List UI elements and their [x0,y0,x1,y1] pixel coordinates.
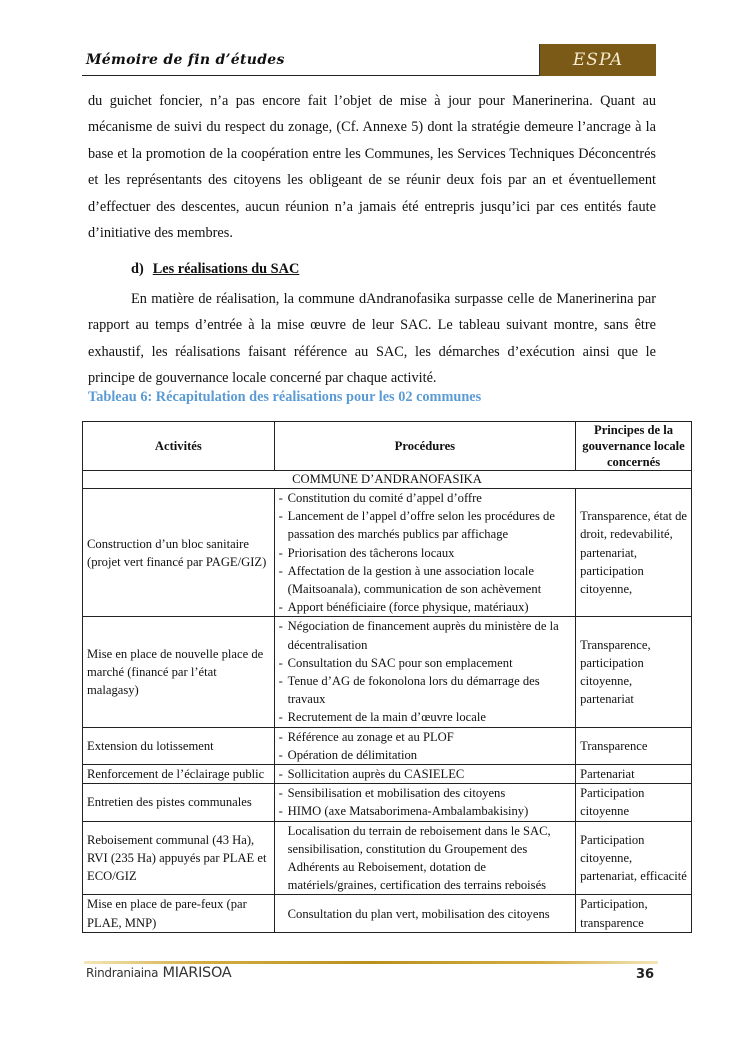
principles-cell: Participation, transparence [576,895,692,932]
page-header [82,44,656,76]
principles-cell: Transparence [576,727,692,764]
activity-cell: Mise en place de pare-feux (par PLAE, MNP) [83,895,275,932]
activity-cell: Reboisement communal (43 Ha), RVI (235 Ha) appuyés par PLAE et ECO/GIZ [83,821,275,895]
paragraph-intro [88,286,656,392]
procedure-item: - Lancement de l’appel d’offre selon les procédures de passation des marchés publics par affichage [279,507,571,543]
table-row [83,784,692,821]
procedures-cell [274,617,575,727]
table-row [83,895,692,932]
header-procedures: Procédures [274,422,575,471]
table-row [83,765,692,784]
procedure-text: Localisation du terrain de reboisement dans le SAC, sensibilisation, constitution du Groupement des Adhérents au Reboisement, dotation de matériels/graines, certification des terrains reboisés [287,823,551,893]
paragraph-text: du guichet foncier, n’a pas encore fait l’objet de mise à jour pour Manerinerina. Quant au mécanisme de suivi du respect du zonage, (Cf. Annexe 5) dont la stratégie demeure l’ancrage à la base et la promotion de la coopération entre les Communes, les Services Techniques Déconcentrés et les représentants des citoyens les obligeant de se réunir deux fois par an et éventuellement d’effectuer des descentes, aucun réunion n’a jamais été entrepris jusqu’ici par ces entités faute d’initiative des membres. [88,93,656,242]
section-title: Les réalisations du SAC [152,261,300,277]
procedure-item: - Sensibilisation et mobilisation des citoyens [279,784,571,802]
principles-cell: Participation citoyenne, partenariat, efficacité [576,821,692,895]
header-activities: Activités [83,422,275,471]
procedures-cell [274,821,575,895]
section-number: d) [131,261,144,277]
procedures-cell [274,784,575,821]
section-heading [131,261,299,278]
header-rule [82,75,540,76]
paragraph-continued [88,88,656,246]
header-title: Mémoire de fin d’études [86,52,285,68]
procedures-cell [274,765,575,784]
table-row [83,489,692,617]
principles-cell: Transparence, état de droit, redevabilité, partenariat, participation citoyenne, [576,489,692,617]
paragraph-text: En matière de réalisation, la commune dAndranofasika surpasse celle de Manerinerina par rapport au temps d’entrée à la mise œuvre de leur SAC. Le tableau suivant montre, sans être exhaustif, les réalisations faisant référence au SAC, les démarches d’exécution ainsi que le principe de gouvernance locale concerné par chaque activité. [88,291,656,387]
procedure-item: - Constitution du comité d’appel d’offre [279,489,571,507]
commune-label: COMMUNE D’ANDRANOFASIKA [83,471,692,489]
activity-cell: Mise en place de nouvelle place de marché (financé par l’état malagasy) [83,617,275,727]
principles-cell: Transparence, participation citoyenne, partenariat [576,617,692,727]
table-caption: Tableau 6: Récapitulation des réalisations pour les 02 communes [88,389,482,405]
procedure-item: - Affectation de la gestion à une association locale (Maitsoanala), communication de son achèvement [279,562,571,598]
table-header-row [83,422,692,471]
footer-rule [84,961,658,964]
procedure-item: - HIMO (axe Matsaborimena-Ambalambakisiny) [279,802,571,820]
commune-section-row [83,471,692,489]
procedure-item: - Apport bénéficiaire (force physique, matériaux) [279,598,571,616]
procedure-item: - Recrutement de la main d’œuvre locale [279,708,571,726]
procedure-item: - Opération de délimitation [279,746,571,764]
procedure-item: - Sollicitation auprès du CASIELEC [279,765,571,783]
procedures-cell [274,727,575,764]
procedure-item: - Consultation du SAC pour son emplacement [279,654,571,672]
header-principles: Principes de la gouvernance locale concernés [576,422,692,471]
table-row [83,617,692,727]
author-first-name: Rindraniaina [86,966,159,980]
table-row [83,727,692,764]
procedure-item: - Priorisation des tâcherons locaux [279,544,571,562]
procedure-item: - Tenue d’AG de fokonolona lors du démarrage des travaux [279,672,571,708]
activity-cell: Construction d’un bloc sanitaire (projet vert financé par PAGE/GIZ) [83,489,275,617]
procedures-cell [274,895,575,932]
footer-author [86,965,231,981]
header-divider [539,44,540,76]
activity-cell: Entretien des pistes communales [83,784,275,821]
activity-cell: Extension du lotissement [83,727,275,764]
procedure-item: - Référence au zonage et au PLOF [279,728,571,746]
activity-cell: Renforcement de l’éclairage public [83,765,275,784]
recap-table [82,421,692,933]
procedure-item: - Négociation de financement auprès du ministère de la décentralisation [279,617,571,653]
author-last-name: MIARISOA [162,965,232,981]
page-number: 36 [636,967,655,982]
header-badge: ESPA [540,44,656,76]
principles-cell: Participation citoyenne [576,784,692,821]
procedure-text: Consultation du plan vert, mobilisation des citoyens [287,906,550,921]
table-row [83,821,692,895]
principles-cell: Partenariat [576,765,692,784]
procedures-cell [274,489,575,617]
